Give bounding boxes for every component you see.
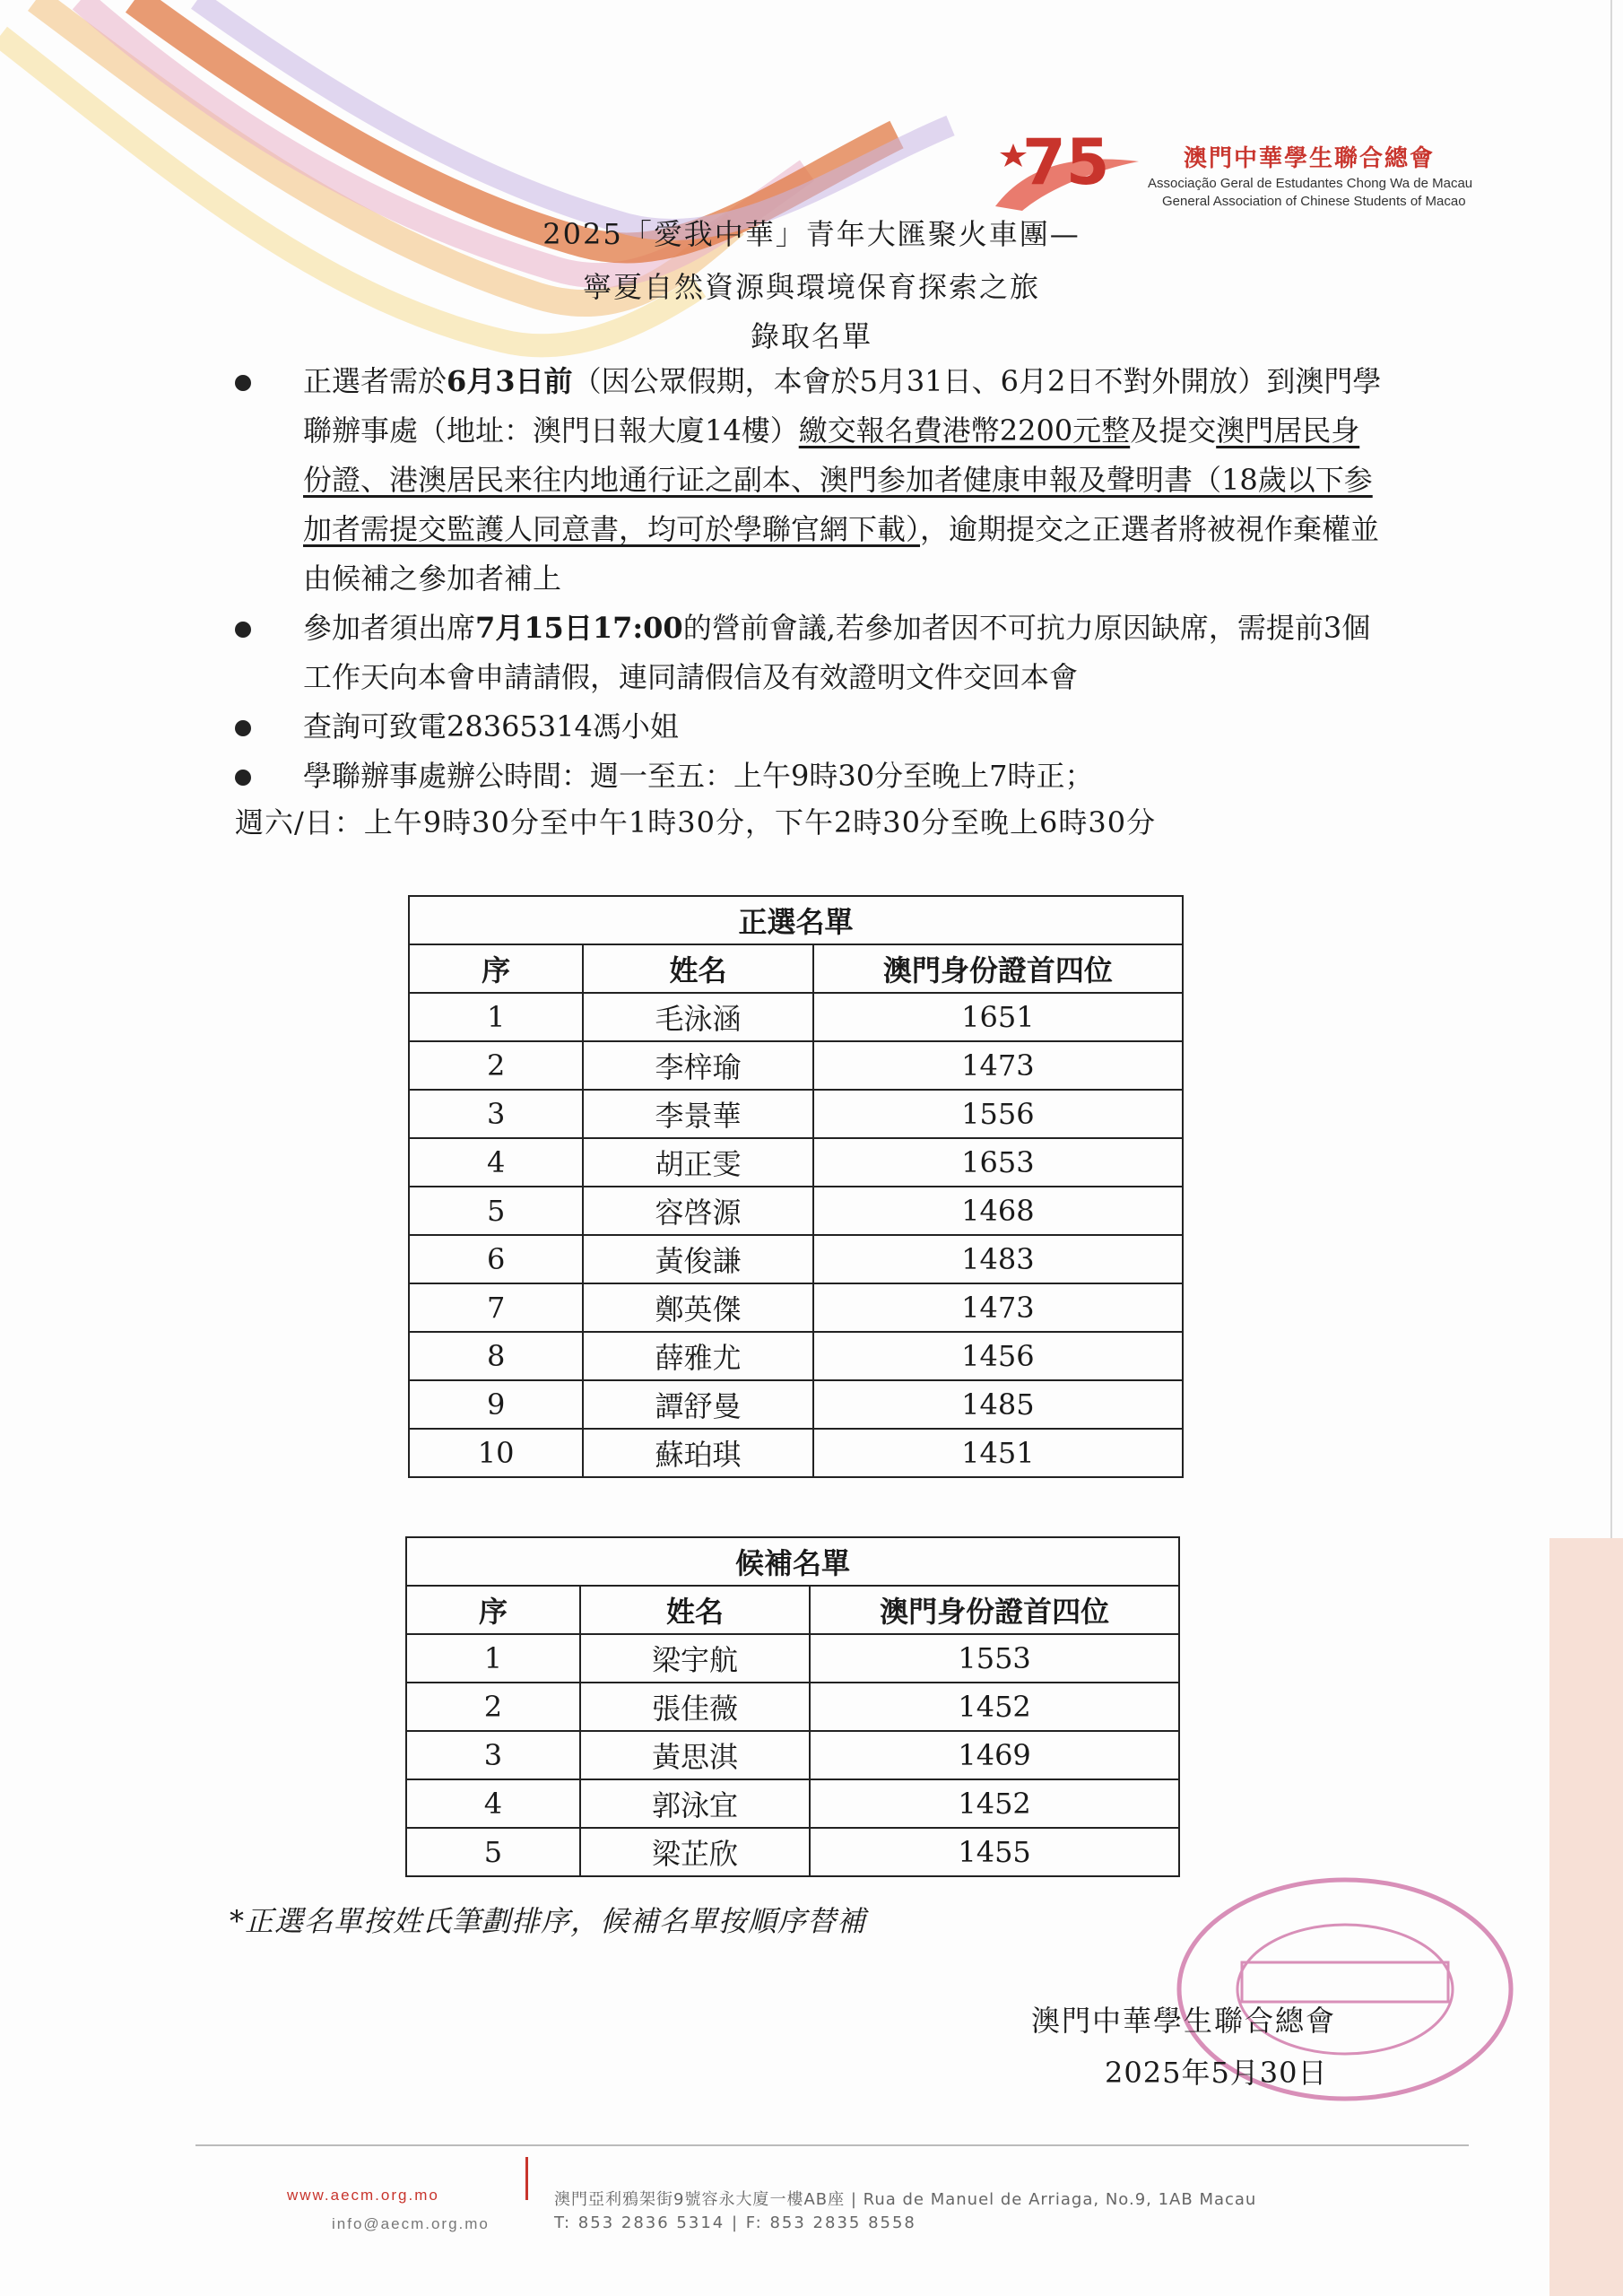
table-row: 4 胡正雯 1653 xyxy=(409,1138,1183,1187)
footer-address: 澳門亞利鴉架街9號容永大廈一樓AB座 | Rua de Manuel de Arriaga, No.9, 1AB Macau xyxy=(554,2190,1257,2209)
svg-text:75: 75 xyxy=(1022,126,1110,199)
org-name-zh: 澳門中華學生聯合總會 xyxy=(1184,145,1436,172)
table-caption: 正選名單 xyxy=(409,896,1183,944)
title-line-1: 2025「愛我中華」青年大匯聚火車團— xyxy=(542,217,1081,251)
footer-divider xyxy=(195,2144,1469,2146)
notice-item-payment: 正選者需於6月3日前（因公眾假期，本會於5月31日、6月2日不對外開放）到澳門學聯辦事處（地址：澳門日報大廈14樓）繳交報名費港幣2200元整及提交澳門居民身份證、港澳居民来往内地通行证之副本、澳門参加者健康申報及聲明書（18歲以下参加者需提交監護人同意書，均可於學聯官網下載），逾期提交之正選者將被視作棄權並由候補之參加者補上 xyxy=(235,357,1383,604)
footer-accent-bar xyxy=(525,2157,528,2200)
table-row: 5 容啓源 1468 xyxy=(409,1187,1183,1235)
documents-text: 澳門居民身份證、港澳居民来往内地通行证之副本、澳門参加者健康申報及聲明書（18歲以下参加者需提交監護人同意書，均可於學聯官網下載） xyxy=(303,413,1373,546)
bullet-icon xyxy=(235,375,251,391)
office-hours-weekend: 週六/日：上午9時30分至中午1時30分，下午2時30分至晚上6時30分 xyxy=(235,805,1157,839)
bullet-icon xyxy=(235,720,251,736)
column-header-id: 澳門身份證首四位 xyxy=(810,1586,1179,1634)
table-row: 10 蘇珀琪 1451 xyxy=(409,1429,1183,1477)
column-header-name: 姓名 xyxy=(583,944,812,993)
title-line-3: 錄取名單 xyxy=(750,319,872,353)
anniversary-logo-icon xyxy=(986,117,1148,215)
table-row: 6 黃俊謙 1483 xyxy=(409,1235,1183,1283)
table-row: 9 譚舒曼 1485 xyxy=(409,1380,1183,1429)
table-row: 8 薛雅尤 1456 xyxy=(409,1332,1183,1380)
org-name-pt: Associação Geral de Estudantes Chong Wa de Macau xyxy=(1148,176,1473,191)
table-row: 7 鄭英傑 1473 xyxy=(409,1283,1183,1332)
column-header-no: 序 xyxy=(406,1586,580,1634)
table-row: 3 李景華 1556 xyxy=(409,1090,1183,1138)
meeting-time: 7月15日17:00 xyxy=(475,611,683,645)
notice-item-enquiry: 查詢可致電28365314馮小姐 xyxy=(235,702,1383,752)
notice-item-hours: 學聯辦事處辦公時間：週一至五：上午9時30分至晚上7時正； xyxy=(235,752,1383,801)
deadline-text: 6月3日前 xyxy=(447,364,573,398)
table-row: 2 李梓瑜 1473 xyxy=(409,1041,1183,1090)
footer-website-link[interactable]: www.aecm.org.mo xyxy=(287,2187,439,2204)
signature-org: 澳門中華學生聯合總會 xyxy=(1031,2004,1337,2038)
table-row: 3 黃思淇 1469 xyxy=(406,1731,1179,1779)
signature-date: 2025年5月30日 xyxy=(1105,2056,1328,2090)
footer-email-link[interactable]: info@aecm.org.mo xyxy=(332,2215,490,2232)
title-line-2: 寧夏自然資源與環境保育探索之旅 xyxy=(582,270,1040,304)
column-header-name: 姓名 xyxy=(580,1586,810,1634)
notice-item-meeting: 參加者須出席7月15日17:00的營前會議,若參加者因不可抗力原因缺席，需提前3個工作天向本會申請請假，連同請假信及有效證明文件交回本會 xyxy=(235,604,1383,702)
waitlist-table xyxy=(405,1536,1180,1877)
table-row: 2 張佳薇 1452 xyxy=(406,1683,1179,1731)
footer-phone: T: 853 2836 5314 | F: 853 2835 8558 xyxy=(554,2213,916,2232)
table-row: 1 毛泳涵 1651 xyxy=(409,993,1183,1041)
table-row: 1 梁宇航 1553 xyxy=(406,1634,1179,1683)
fee-text: 繳交報名費港幣2200元整 xyxy=(798,413,1131,448)
scan-edge-strip xyxy=(1549,1538,1623,2296)
bullet-icon xyxy=(235,770,251,786)
column-header-id: 澳門身份證首四位 xyxy=(813,944,1183,993)
table-caption: 候補名單 xyxy=(406,1537,1179,1586)
table-row: 4 郭泳宜 1452 xyxy=(406,1779,1179,1828)
org-name-en: General Association of Chinese Students of Macao xyxy=(1162,194,1466,209)
sorting-note: *正選名單按姓氏筆劃排序，候補名單按順序替補 xyxy=(230,1904,867,1938)
table-row: 5 梁芷欣 1455 xyxy=(406,1828,1179,1876)
column-header-no: 序 xyxy=(409,944,583,993)
bullet-icon xyxy=(235,622,251,638)
org-logo-block xyxy=(986,117,1524,215)
selected-list-table xyxy=(408,895,1184,1478)
notice-list xyxy=(235,357,1383,801)
